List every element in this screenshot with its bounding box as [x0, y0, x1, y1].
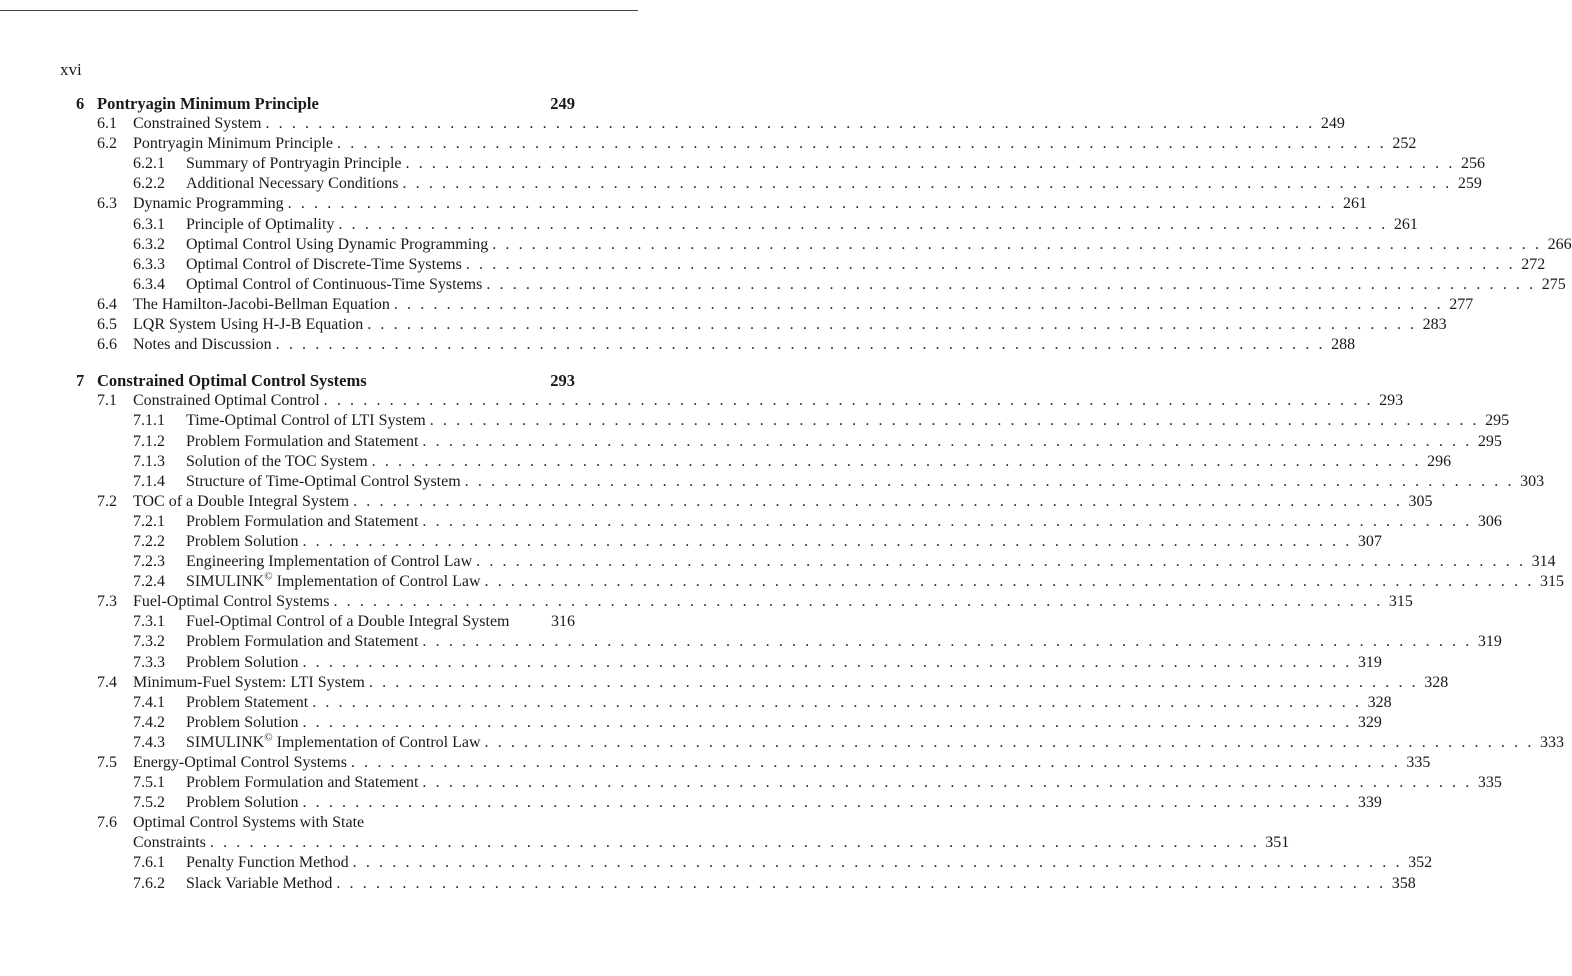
toc-entry[interactable] — [60, 773, 1502, 793]
toc-entry-title-rest: Implementation of Control Law — [272, 733, 481, 751]
toc-entry-page: 261 — [1393, 215, 1418, 233]
toc-entry-title — [186, 215, 334, 235]
toc-entry-title-text: Penalty Function Method — [186, 854, 349, 872]
toc-entry-title-line — [186, 174, 1482, 194]
toc-entry-title-text: Slack Variable Method — [186, 874, 333, 892]
toc-entry-title-text: Problem Solution — [186, 532, 299, 550]
toc-entry-number: 7.1.1 — [133, 412, 165, 430]
toc-entry-title-text: Problem Solution — [186, 794, 299, 812]
toc-entry-number: 6.3.2 — [133, 235, 165, 253]
toc-entry-title-line — [97, 94, 575, 114]
toc-entry[interactable] — [60, 713, 1382, 733]
toc-entry[interactable] — [60, 134, 1417, 154]
toc-entry-title — [186, 693, 308, 713]
toc-entry-title-text: Problem Formulation and Statement — [186, 633, 419, 651]
dot-leader: . . . . . . . . . . . . . . . . . . . . . . . . . . . . . . . . . . . . . . . . . . . . . . . . . . . . . . . . . . . . . . . . . . . . . . . . . . . . . . . . — [302, 653, 1352, 671]
toc-entry[interactable] — [60, 215, 1418, 235]
toc-entry-title — [133, 194, 284, 214]
toc-entry-number: 6 — [76, 94, 85, 113]
toc-entry-title — [186, 874, 332, 894]
toc-entry-title-text: SIMULINK — [186, 733, 265, 751]
toc-entry-title-line — [186, 612, 575, 632]
toc-entry-title-text: Additional Necessary Conditions — [186, 175, 399, 193]
toc-entry-number: 7.6.2 — [133, 874, 165, 892]
toc-entry[interactable] — [60, 570, 1564, 592]
toc-entry-title-line — [133, 391, 1404, 411]
toc-entry[interactable] — [60, 693, 1392, 713]
toc-entry-title-text: Problem Solution — [186, 653, 299, 671]
toc-entry-title — [97, 371, 367, 391]
toc-entry-title-text: Constraints — [133, 834, 206, 852]
toc-entry[interactable] — [60, 411, 1510, 431]
toc-entry-title-text: Optimal Control Using Dynamic Programming — [186, 235, 489, 253]
dot-leader: . . . . . . . . . . . . . . . . . . . . . . . . . . . . . . . . . . . . . . . . . . . . . . . . . . . . . . . . . . . . . . . . . . . . . . . . . . . . . . . . — [312, 693, 1362, 711]
toc-entry[interactable] — [60, 833, 1290, 853]
toc-entry[interactable] — [60, 753, 1431, 773]
toc-entry-number: 7.1.3 — [133, 452, 165, 470]
toc-entry-title — [186, 174, 398, 194]
toc-entry-number: 7.4.1 — [133, 693, 165, 711]
dot-leader: . . . . . . . . . . . . . . . . . . . . . . . . . . . . . . . . . . . . . . . . . . . . . . . . . . . . . . . . . . . . . . . . . . . . . . . . . . . . . . . . — [353, 492, 1403, 510]
toc-entry-title-line — [133, 315, 1447, 335]
toc-entry-title-text: Problem Solution — [186, 713, 299, 731]
toc-entry[interactable] — [60, 813, 575, 833]
dot-leader — [367, 371, 545, 391]
toc-entry-title-line — [186, 853, 1433, 873]
toc-entry-title-line — [133, 194, 1368, 214]
dot-leader: . . . . . . . . . . . . . . . . . . . . . . . . . . . . . . . . . . . . . . . . . . . . . . . . . . . . . . . . . . . . . . . . . . . . . . . . . . . . . . . . — [393, 295, 1444, 313]
copyright-mark: © — [264, 570, 273, 583]
toc-entry-title — [186, 733, 481, 753]
toc-entry-number: 7.4.3 — [133, 733, 165, 751]
toc-entry-page: 351 — [1265, 834, 1290, 852]
toc-entry[interactable] — [60, 174, 1482, 194]
copyright-mark: © — [264, 731, 273, 744]
toc-entry-title — [133, 492, 349, 512]
toc-entry[interactable] — [60, 793, 1382, 813]
toc-entry-title — [186, 612, 510, 632]
toc-entry-title-line — [133, 753, 1431, 773]
toc-entry-title-text: The Hamilton-Jacobi-Bellman Equation — [133, 295, 390, 313]
toc-entry-number: 7 — [76, 371, 85, 391]
toc-entry[interactable] — [60, 731, 1564, 753]
dot-leader: . . . . . . . . . . . . . . . . . . . . . . . . . . . . . . . . . . . . . . . . . . . . . . . . . . . . . . . . . . . . . . . . . . . . . . . . . . . . . . . . — [484, 733, 1534, 751]
toc-entry-number: 7.6 — [97, 814, 117, 832]
toc-entry-page: 277 — [1449, 295, 1474, 313]
toc-entry-page: 283 — [1422, 316, 1447, 334]
toc-entry-page: 288 — [1331, 336, 1356, 354]
toc-entry-title-line — [133, 295, 1474, 315]
toc-entry-number: 6.2.2 — [133, 175, 165, 193]
toc-entry-page: 293 — [1379, 392, 1404, 410]
toc-entry-number: 7.3.2 — [133, 633, 165, 651]
dot-leader: . . . . . . . . . . . . . . . . . . . . . . . . . . . . . . . . . . . . . . . . . . . . . . . . . . . . . . . . . . . . . . . . . . . . . . . . . . . . . . . . — [422, 432, 1472, 450]
dot-leader: . . . . . . . . . . . . . . . . . . . . . . . . . . . . . . . . . . . . . . . . . . . . . . . . . . . . . . . . . . . . . . . . . . . . . . . . . . . . . . . . — [323, 392, 1374, 410]
toc-entry-title-line — [133, 134, 1417, 154]
toc-entry-title-text: Dynamic Programming — [133, 195, 284, 213]
dot-leader: . . . . . . . . . . . . . . . . . . . . . . . . . . . . . . . . . . . . . . . . . . . . . . . . . . . . . . . . . . . . . . . . . . . . . . . . . . . . . . . . — [484, 573, 1534, 591]
toc-entry-number: 7.2.1 — [133, 512, 165, 530]
toc-entry-page: 319 — [1357, 653, 1382, 671]
dot-leader: . . . . . . . . . . . . . . . . . . . . . . . . . . . . . . . . . . . . . . . . . . . . . . . . . . . . . . . . . . . . . . . . . . . . . . . . . . . . . . . . — [371, 452, 1422, 470]
toc-chapter-entry[interactable] — [60, 371, 575, 391]
dot-leader: . . . . . . . . . . . . . . . . . . . . . . . . . . . . . . . . . . . . . . . . . . . . . . . . . . . . . . . . . . . . . . . . . . . . . . . . . . . . . . . . — [465, 255, 1516, 273]
dot-leader: . . . . . . . . . . . . . . . . . . . . . . . . . . . . . . . . . . . . . . . . . . . . . . . . . . . . . . . . . . . . . . . . . . . . . . . . . . . . . . . . — [486, 275, 1536, 293]
toc-entry-page: 328 — [1367, 693, 1392, 711]
toc-entry-page: 249 — [1320, 115, 1345, 133]
toc-entry-page: 333 — [1539, 733, 1564, 751]
dot-leader: . . . . . . . . . . . . . . . . . . . . . . . . . . . . . . . . . . . . . . . . . . . . . . . . . . . . . . . . . . . . . . . . . . . . . . . . . . . . . . . . — [302, 794, 1352, 812]
toc-entry-title — [133, 592, 329, 612]
toc-entry-title-text: Optimal Control of Discrete-Time Systems — [186, 255, 462, 273]
toc-entry-title — [133, 295, 390, 315]
toc-entry-number: 7.3.3 — [133, 653, 165, 671]
toc-entry-number: 7.5.1 — [133, 774, 165, 792]
dot-leader — [510, 612, 546, 632]
toc-entry-number: 7.2.4 — [133, 573, 165, 591]
toc-entry-title-line — [186, 512, 1502, 532]
toc-entry-title-line — [186, 773, 1502, 793]
toc-entry-number: 6.3.1 — [133, 215, 165, 233]
toc-entry-title — [186, 572, 481, 592]
toc-entry-title-text: Constrained System — [133, 115, 262, 133]
toc-entry-title-text: Energy-Optimal Control Systems — [133, 754, 347, 771]
toc-entry-number: 6.1 — [97, 115, 117, 133]
toc-entry-number: 6.6 — [97, 336, 117, 354]
toc-entry-title-text: Constrained Optimal Control Systems — [97, 371, 367, 391]
toc-entry-title-text: Problem Formulation and Statement — [186, 774, 419, 792]
toc-entry[interactable] — [60, 114, 1345, 134]
toc-entry[interactable] — [60, 492, 1433, 512]
toc-chapter-entry[interactable] — [60, 94, 575, 114]
page-number: xvi — [60, 60, 82, 79]
toc-entry-page: 339 — [1357, 794, 1382, 812]
toc-entry-title — [186, 432, 418, 452]
toc-entry-number: 6.4 — [97, 295, 117, 313]
dot-leader: . . . . . . . . . . . . . . . . . . . . . . . . . . . . . . . . . . . . . . . . . . . . . . . . . . . . . . . . . . . . . . . . . . . . . . . . . . . . . . . . — [337, 135, 1387, 153]
toc-entry-title-text: Problem Formulation and Statement — [186, 512, 419, 530]
toc-entry-title-line — [133, 492, 1433, 512]
toc-entry-number: 7.2 — [97, 492, 117, 510]
toc-entry-title-line — [133, 114, 1345, 134]
toc-entry[interactable] — [60, 194, 1368, 214]
toc-entry[interactable] — [60, 315, 1447, 335]
toc-entry-title-line — [186, 532, 1382, 552]
toc-entry-page: 328 — [1424, 673, 1449, 691]
toc-entry-title — [186, 853, 349, 873]
toc-entry-title — [186, 275, 482, 295]
toc-entry-page: 261 — [1343, 195, 1368, 213]
toc-entry-title — [97, 94, 319, 114]
toc-entry-title-line — [186, 570, 1564, 592]
dot-leader: . . . . . . . . . . . . . . . . . . . . . . . . . . . . . . . . . . . . . . . . . . . . . . . . . . . . . . . . . . . . . . . . . . . . . . . . . . . . . . . . — [209, 834, 1260, 852]
toc-entry-title — [186, 793, 298, 813]
toc-entry-title-line — [186, 432, 1502, 452]
toc-entry-title-line — [186, 452, 1452, 472]
toc-entry-title-text: Principle of Optimality — [186, 215, 335, 233]
toc-entry-page: 303 — [1520, 472, 1545, 490]
toc-entry-title-text: TOC of a Double Integral System — [133, 492, 350, 510]
dot-leader: . . . . . . . . . . . . . . . . . . . . . . . . . . . . . . . . . . . . . . . . . . . . . . . . . . . . . . . . . . . . . . . . . . . . . . . . . . . . . . . . — [422, 774, 1472, 792]
toc-entry-title — [186, 452, 368, 472]
dot-leader: . . . . . . . . . . . . . . . . . . . . . . . . . . . . . . . . . . . . . . . . . . . . . . . . . . . . . . . . . . . . . . . . . . . . . . . . . . . . . . . . — [336, 874, 1386, 892]
toc-entry-title-line — [133, 673, 1449, 693]
toc-entry-page: 307 — [1357, 532, 1382, 550]
toc-entry-page: 335 — [1406, 754, 1431, 771]
toc-entry[interactable] — [60, 673, 1449, 693]
toc-entry-page: 306 — [1477, 512, 1502, 530]
dot-leader — [319, 94, 545, 114]
toc-entry-title-line — [133, 833, 1290, 853]
toc-entry-page: 252 — [1392, 135, 1417, 153]
toc-entry[interactable] — [60, 432, 1502, 452]
toc-entry-page: 314 — [1531, 553, 1556, 571]
toc-entry-title-line — [186, 632, 1502, 652]
toc-entry[interactable] — [60, 275, 1566, 295]
toc-entry-page: 329 — [1357, 713, 1382, 731]
toc-entry-number: 7.2.3 — [133, 553, 165, 571]
toc-entry-title-line — [133, 335, 1356, 355]
toc-entry-number: 7.3 — [97, 593, 117, 611]
toc-entry-title — [186, 235, 488, 255]
toc-entry[interactable] — [60, 632, 1502, 652]
toc-entry-title-line — [186, 411, 1510, 431]
toc-entry-title — [186, 154, 402, 174]
toc-entry-number: 7.3.1 — [133, 613, 165, 631]
dot-leader: . . . . . . . . . . . . . . . . . . . . . . . . . . . . . . . . . . . . . . . . . . . . . . . . . . . . . . . . . . . . . . . . . . . . . . . . . . . . . . . . — [302, 532, 1352, 550]
toc-entry-page: 275 — [1541, 275, 1566, 293]
toc-entry-title-text: SIMULINK — [186, 573, 265, 591]
toc-entry-number: 7.1.4 — [133, 472, 165, 490]
toc-entry-page: 256 — [1460, 155, 1485, 173]
toc-entry[interactable] — [60, 653, 1382, 673]
dot-leader: . . . . . . . . . . . . . . . . . . . . . . . . . . . . . . . . . . . . . . . . . . . . . . . . . . . . . . . . . . . . . . . . . . . . . . . . . . . . . . . . — [476, 553, 1526, 571]
dot-leader: . . . . . . . . . . . . . . . . . . . . . . . . . . . . . . . . . . . . . . . . . . . . . . . . . . . . . . . . . . . . . . . . . . . . . . . . . . . . . . . . — [405, 155, 1455, 173]
toc-entry-title-line — [186, 154, 1485, 174]
toc-entry-title-line — [186, 653, 1382, 673]
toc-entry-title — [133, 813, 364, 833]
toc-entry-title — [186, 532, 298, 552]
toc-entry-title — [133, 673, 365, 693]
dot-leader: . . . . . . . . . . . . . . . . . . . . . . . . . . . . . . . . . . . . . . . . . . . . . . . . . . . . . . . . . . . . . . . . . . . . . . . . . . . . . . . . — [402, 175, 1452, 193]
toc-entry-title-line — [186, 552, 1556, 572]
toc-entry-page: 293 — [550, 371, 575, 391]
toc-entry-title-line — [186, 793, 1382, 813]
toc-entry-title-line — [186, 713, 1382, 733]
toc-entry[interactable] — [60, 552, 1556, 572]
toc-entry-title-text: LQR System Using H-J-B Equation — [133, 316, 364, 334]
dot-leader: . . . . . . . . . . . . . . . . . . . . . . . . . . . . . . . . . . . . . . . . . . . . . . . . . . . . . . . . . . . . . . . . . . . . . . . . . . . . . . . . — [350, 754, 1401, 771]
toc-entry-title-text: Time-Optimal Control of LTI System — [186, 412, 426, 430]
toc-entry-title-line — [186, 472, 1545, 492]
toc-entry-title — [186, 773, 418, 793]
toc-entry-number: 7.2.2 — [133, 532, 165, 550]
toc-entry-title-text: Pontryagin Minimum Principle — [97, 94, 319, 113]
toc-entry-title-line — [186, 731, 1564, 753]
toc-entry-page: 319 — [1477, 633, 1502, 651]
toc-entry-title-text: Problem Formulation and Statement — [186, 432, 419, 450]
toc-entry-number: 6.5 — [97, 316, 117, 334]
toc-entry-number: 6.3.3 — [133, 255, 165, 273]
toc-entry-title-line — [186, 235, 1572, 255]
dot-leader: . . . . . . . . . . . . . . . . . . . . . . . . . . . . . . . . . . . . . . . . . . . . . . . . . . . . . . . . . . . . . . . . . . . . . . . . . . . . . . . . — [422, 633, 1472, 651]
dot-leader: . . . . . . . . . . . . . . . . . . . . . . . . . . . . . . . . . . . . . . . . . . . . . . . . . . . . . . . . . . . . . . . . . . . . . . . . . . . . . . . . — [422, 512, 1472, 530]
toc-entry-title-text: Notes and Discussion — [133, 336, 272, 354]
dot-leader: . . . . . . . . . . . . . . . . . . . . . . . . . . . . . . . . . . . . . . . . . . . . . . . . . . . . . . . . . . . . . . . . . . . . . . . . . . . . . . . . — [492, 235, 1542, 253]
toc-entry-title-text: Minimum-Fuel System: LTI System — [133, 673, 365, 691]
dot-leader: . . . . . . . . . . . . . . . . . . . . . . . . . . . . . . . . . . . . . . . . . . . . . . . . . . . . . . . . . . . . . . . . . . . . . . . . . . . . . . . . — [464, 472, 1515, 490]
toc-entry-title-line — [186, 275, 1566, 295]
toc-entry-title-text: Engineering Implementation of Control Law — [186, 553, 473, 571]
toc-entry-title-text: Summary of Pontryagin Principle — [186, 155, 402, 173]
toc-entry[interactable] — [60, 295, 1474, 315]
toc-entry-title-text: Optimal Control Systems with State — [133, 814, 365, 832]
toc-entry-title — [186, 653, 298, 673]
dot-leader: . . . . . . . . . . . . . . . . . . . . . . . . . . . . . . . . . . . . . . . . . . . . . . . . . . . . . . . . . . . . . . . . . . . . . . . . . . . . . . . . — [367, 316, 1417, 334]
toc-entry-title — [186, 472, 461, 492]
toc-entry-number: 6.2 — [97, 135, 117, 153]
toc-entry-title — [133, 114, 261, 134]
toc-entry-title — [186, 632, 418, 652]
table-of-contents — [60, 94, 1572, 894]
toc-entry-title-line — [186, 255, 1546, 275]
toc-entry-title — [133, 391, 320, 411]
toc-entry-page: 316 — [551, 613, 575, 631]
toc-entry-page: 266 — [1547, 235, 1572, 253]
toc-entry-number: 6.2.1 — [133, 155, 165, 173]
dot-leader: . . . . . . . . . . . . . . . . . . . . . . . . . . . . . . . . . . . . . . . . . . . . . . . . . . . . . . . . . . . . . . . . . . . . . . . . . . . . . . . . — [287, 195, 1338, 213]
toc-entry-title-text: Problem Statement — [186, 693, 309, 711]
dot-leader — [364, 813, 575, 833]
toc-entry-number: 7.4.2 — [133, 713, 165, 731]
toc-entry-page: 335 — [1477, 774, 1502, 792]
toc-entry-number: 7.5.2 — [133, 794, 165, 812]
toc-entry-title — [186, 411, 426, 431]
dot-leader: . . . . . . . . . . . . . . . . . . . . . . . . . . . . . . . . . . . . . . . . . . . . . . . . . . . . . . . . . . . . . . . . . . . . . . . . . . . . . . . . — [429, 412, 1480, 430]
toc-entry-number: 7.1.2 — [133, 432, 165, 450]
toc-entry-title-line — [97, 371, 575, 391]
toc-entry-page: 315 — [1539, 573, 1564, 591]
toc-entry-number: 6.3.4 — [133, 275, 165, 293]
toc-entry-number: 7.6.1 — [133, 854, 165, 872]
toc-entry-title-line — [133, 592, 1413, 612]
toc-entry-page: 305 — [1408, 492, 1433, 510]
toc-entry-page: 315 — [1388, 593, 1413, 611]
dot-leader: . . . . . . . . . . . . . . . . . . . . . . . . . . . . . . . . . . . . . . . . . . . . . . . . . . . . . . . . . . . . . . . . . . . . . . . . . . . . . . . . — [338, 215, 1388, 233]
toc-entry[interactable] — [60, 592, 1413, 612]
toc-entry-page: 358 — [1391, 874, 1416, 892]
toc-entry[interactable] — [60, 391, 1404, 411]
toc-entry-title-line — [186, 215, 1418, 235]
toc-entry-title — [186, 512, 418, 532]
dot-leader: . . . . . . . . . . . . . . . . . . . . . . . . . . . . . . . . . . . . . . . . . . . . . . . . . . . . . . . . . . . . . . . . . . . . . . . . . . . . . . . . — [265, 115, 1315, 133]
toc-entry[interactable] — [60, 874, 1416, 894]
toc-entry[interactable] — [60, 612, 575, 632]
toc-entry-title — [186, 552, 472, 572]
toc-entry-title-text: Constrained Optimal Control — [133, 392, 320, 410]
toc-entry-title — [133, 315, 363, 335]
toc-entry[interactable] — [60, 452, 1452, 472]
toc-entry-title-rest: Implementation of Control Law — [272, 573, 481, 591]
toc-entry-title — [186, 255, 462, 275]
dot-leader: . . . . . . . . . . . . . . . . . . . . . . . . . . . . . . . . . . . . . . . . . . . . . . . . . . . . . . . . . . . . . . . . . . . . . . . . . . . . . . . . — [352, 854, 1403, 872]
toc-entry[interactable] — [60, 235, 1572, 255]
toc-entry-title-text: Fuel-Optimal Control of a Double Integral System — [186, 613, 510, 631]
top-rule — [0, 10, 638, 11]
toc-entry[interactable] — [60, 532, 1382, 552]
toc-entry-title-text: Structure of Time-Optimal Control System — [186, 472, 461, 490]
toc-entry[interactable] — [60, 512, 1502, 532]
toc-entry-number: 7.4 — [97, 673, 117, 691]
toc-entry-title — [133, 833, 206, 853]
toc-entry-page: 272 — [1521, 255, 1546, 273]
dot-leader: . . . . . . . . . . . . . . . . . . . . . . . . . . . . . . . . . . . . . . . . . . . . . . . . . . . . . . . . . . . . . . . . . . . . . . . . . . . . . . . . — [333, 593, 1383, 611]
toc-entry-title — [133, 753, 347, 773]
toc-entry-title-text: Pontryagin Minimum Principle — [133, 135, 333, 153]
toc-entry[interactable] — [60, 472, 1545, 492]
toc-entry[interactable] — [60, 255, 1546, 275]
toc-entry-title-text: Fuel-Optimal Control Systems — [133, 593, 330, 611]
toc-entry-page: 295 — [1477, 432, 1502, 450]
toc-entry-title — [186, 713, 298, 733]
dot-leader: . . . . . . . . . . . . . . . . . . . . . . . . . . . . . . . . . . . . . . . . . . . . . . . . . . . . . . . . . . . . . . . . . . . . . . . . . . . . . . . . — [275, 336, 1326, 354]
toc-entry[interactable] — [60, 154, 1485, 174]
toc-entry[interactable] — [60, 853, 1433, 873]
toc-entry-title-text: Optimal Control of Continuous-Time Systems — [186, 275, 483, 293]
toc-entry-page: 352 — [1408, 854, 1433, 872]
toc-entry-title-line — [186, 874, 1416, 894]
toc-entry-page: 259 — [1457, 175, 1482, 193]
toc-entry-page: 295 — [1485, 412, 1510, 430]
toc-entry-number: 7.5 — [97, 754, 117, 771]
toc-entry-title — [133, 134, 333, 154]
toc-entry-page: 249 — [550, 94, 575, 113]
dot-leader: . . . . . . . . . . . . . . . . . . . . . . . . . . . . . . . . . . . . . . . . . . . . . . . . . . . . . . . . . . . . . . . . . . . . . . . . . . . . . . . . — [368, 673, 1419, 691]
toc-entry-title-line — [186, 693, 1392, 713]
toc-entry-page: 296 — [1427, 452, 1452, 470]
toc-entry[interactable] — [60, 335, 1356, 355]
toc-entry-title — [133, 335, 272, 355]
toc-entry-title-text: Solution of the TOC System — [186, 452, 368, 470]
toc-entry-title-line — [133, 813, 575, 833]
toc-entry-number: 7.1 — [97, 392, 117, 410]
toc-entry-number: 6.3 — [97, 195, 117, 213]
dot-leader: . . . . . . . . . . . . . . . . . . . . . . . . . . . . . . . . . . . . . . . . . . . . . . . . . . . . . . . . . . . . . . . . . . . . . . . . . . . . . . . . — [302, 713, 1352, 731]
